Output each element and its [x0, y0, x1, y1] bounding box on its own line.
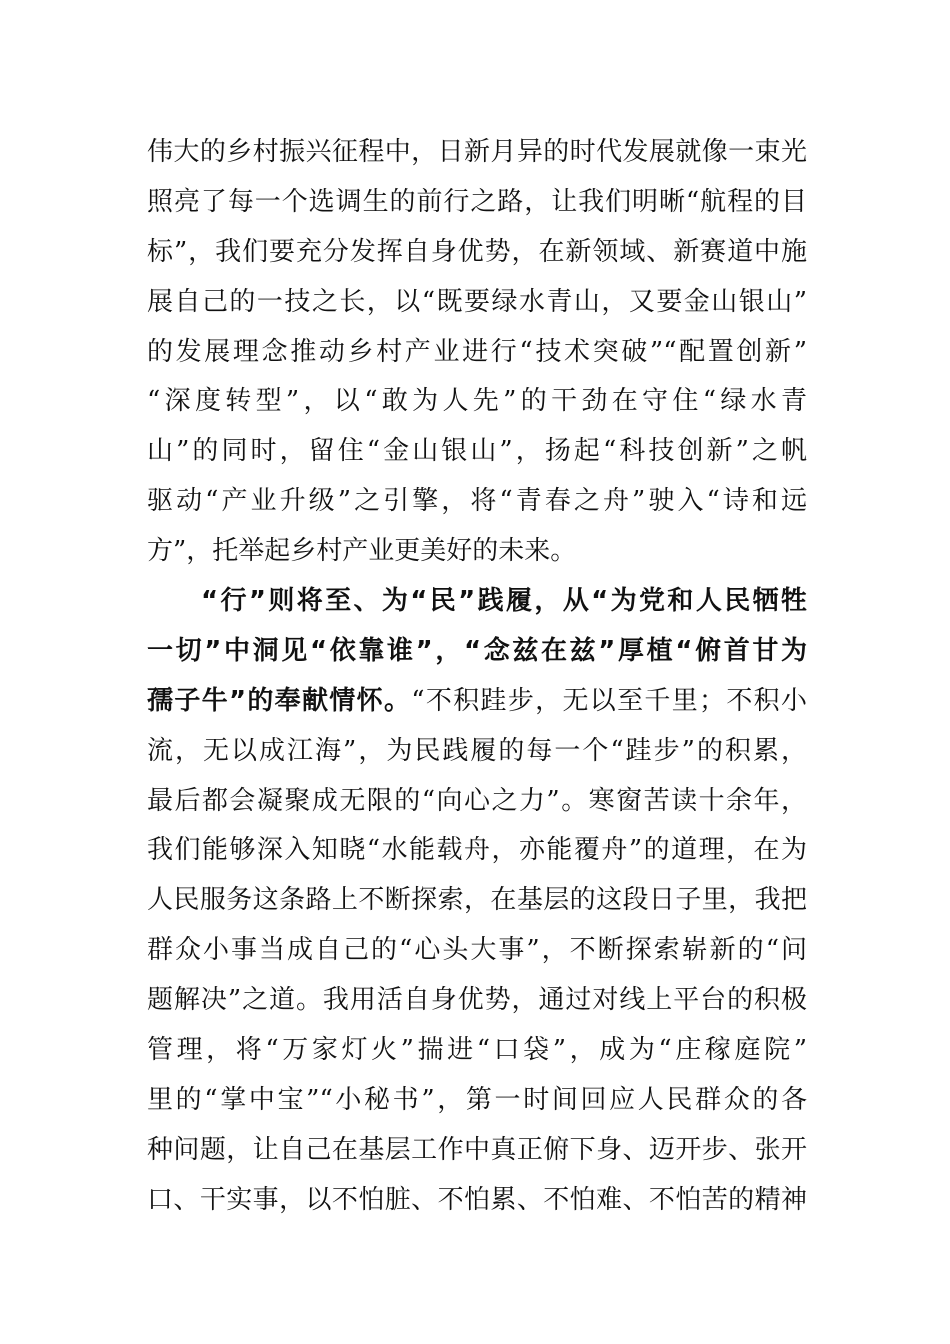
text-line: 管理，将“万家灯火”揣进“口袋”，成为“庄稼庭院” [147, 1035, 807, 1066]
text-line: 种问题，让自己在基层工作中真正俯下身、迈开步、张开 [147, 1134, 807, 1165]
document-body [147, 128, 807, 1226]
text-line: 伟大的乡村振兴征程中，日新月异的时代发展就像一束光 [147, 137, 807, 167]
text-line: 里的“掌中宝”“小秘书”，第一时间回应人民群众的各 [147, 1084, 807, 1115]
text-line: 驱动“产业升级”之引擎，将“青春之舟”驶入“诗和远 [147, 486, 807, 517]
text-line: 题解决”之道。我用活自身优势，通过对线上平台的积极 [147, 985, 807, 1016]
text-line: 最后都会凝聚成无限的“向心之力”。寒窗苦读十余年， [147, 785, 807, 816]
text-line: 展自己的一技之长，以“既要绿水青山，又要金山银山” [147, 286, 807, 317]
mixed-line [147, 677, 807, 727]
text-line: 流，无以成江海”，为民践履的每一个“跬步”的积累， [147, 735, 807, 766]
text-line: 人民服务这条路上不断探索，在基层的这段日子里，我把 [147, 885, 807, 916]
text-line: “深度转型”，以“敢为人先”的干劲在守住“绿水青 [147, 386, 807, 417]
bold-heading-line: “行”则将至、为“民”践履，从“为党和人民牺牲 [201, 586, 807, 617]
text-run: “不积跬步，无以至千里；不积小 [411, 685, 807, 716]
text-line: 方”，托举起乡村产业更美好的未来。 [147, 536, 577, 567]
text-line: 标”，我们要充分发挥自身优势，在新领域、新赛道中施 [147, 236, 807, 267]
text-line: 的发展理念推动乡村产业进行“技术突破”“配置创新” [147, 336, 807, 367]
text-line: 口、干实事，以不怕脏、不怕累、不怕难、不怕苦的精神 [147, 1184, 807, 1215]
bold-heading-line: 一切”中洞见“依靠谁”，“念兹在兹”厚植“俯首甘为 [147, 635, 807, 666]
text-line: 照亮了每一个选调生的前行之路，让我们明晰“航程的目 [147, 186, 807, 217]
text-line: 我们能够深入知晓“水能载舟，亦能覆舟”的道理，在为 [147, 835, 807, 866]
bold-heading-tail: 孺子牛”的奉献情怀。 [147, 685, 412, 716]
text-line: 山”的同时，留住“金山银山”，扬起“科技创新”之帆 [147, 436, 807, 467]
text-line: 群众小事当成自己的“心头大事”，不断探索崭新的“问 [147, 935, 807, 966]
